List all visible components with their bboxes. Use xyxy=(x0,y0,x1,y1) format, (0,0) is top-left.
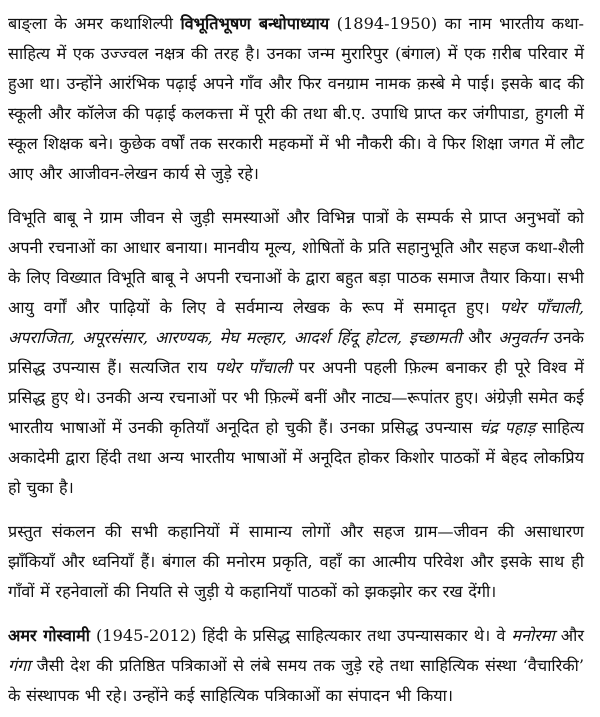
paragraph-literary-works xyxy=(8,203,584,503)
paragraph-translator-biography xyxy=(8,621,584,711)
translator-name: अमर गोस्वामी xyxy=(8,626,90,645)
paragraph-collection-summary xyxy=(8,517,584,607)
paragraph-author-biography xyxy=(8,9,584,189)
magazine-title: गंगा xyxy=(8,656,31,675)
text-segment: उनके प्रसिद्ध उपन्यास हैं। सत्यजित राय xyxy=(8,328,584,377)
text-segment: बाङ्ला के अमर कथाशिल्पी xyxy=(8,14,181,33)
magazine-title: मनोरमा xyxy=(511,626,555,645)
text-segment: (1945-2012) हिंदी के प्रसिद्ध साहित्यकार तथा उपन्यासकार थे। वे xyxy=(89,626,512,645)
novel-title: पथेर पाँचाली xyxy=(214,358,292,377)
text-segment: विभूति बाबू ने ग्राम जीवन से जुड़ी समस्याओं और विभिन्न पात्रों के सम्पर्क से प्राप्त अनुभवों को अपनी रचनाओं का आधार बनाया। मानवीय मूल्य, शोषितों के प्रति सहानुभूति और सहज कथा-शैली के लिए विख्यात विभूति बाबू ने अपनी रचनाओं के द्वारा बहुत बड़ा पाठक समाज तैयार किया। सभी आयु वर्गों और पाढ़ियों के लिए वे सर्वमान्य लेखक के रूप में समादृत हुए। xyxy=(8,208,584,317)
text-segment: और xyxy=(554,626,584,645)
novel-titles: पथेर पाँचाली, अपराजिता, अपूरसंसार, आरण्यक, मेघ मल्हार, आदर्श हिंदू होटल, इच्छामती xyxy=(8,298,584,347)
author-name: विभूतिभूषण बन्धोपाध्याय xyxy=(180,14,330,33)
text-segment: पर अपनी पहली फ़िल्म बनाकर ही पूरे विश्व में प्रसिद्ध हुए थे। उनकी अन्य रचनाओं पर भी फ़िल्में बनीं और नाट्य—रूपांतर हुए। अंग्रेज़ी समेत कई भारतीय भाषाओं में उनकी कृतियाँ अनूदित हो चुकी हैं। उनका प्रसिद्ध उपन्यास xyxy=(8,358,584,437)
novel-title: अनुवर्तन xyxy=(498,328,547,347)
text-segment: और xyxy=(461,328,499,347)
text-segment: जैसी देश की प्रतिष्ठित पत्रिकाओं से लंबे समय तक जुड़े रहे तथा साहित्यिक संस्था ‘वैचारिकी’ के संस्थापक भी रहे। उन्होंने कई साहित्यिक पत्रिकाओं का संपादन भी किया। xyxy=(8,656,584,705)
text-segment: (1894-1950) का नाम भारतीय कथा-साहित्य में एक उज्ज्वल नक्षत्र की तरह है। उनका जन्म मुरारिपुर (बंगाल) में एक ग़रीब परिवार में हुआ था। उन्होंने आरंभिक पढ़ाई अपने गाँव और फिर वनग्राम नामक क़स्बे मे पाई। इसके बाद की स्कूली और कॉलेज की पढ़ाई कलकत्ता में पूरी की तथा बी.ए. उपाधि प्राप्त कर जंगीपाडा, हुगली में स्कूल शिक्षक बने। कुछेक वर्षों तक सरकारी महकमों में भी नौकरी की। वे फिर शिक्षा जगत में लौट आए और आजीवन-लेखन कार्य से जुड़े रहे। xyxy=(8,14,585,183)
novel-title: चंद्र पहाड़ xyxy=(479,418,536,437)
text-segment: साहित्य अकादेमी द्वारा हिंदी तथा अन्य भारतीय भाषाओं में अनूदित होकर किशोर पाठकों में बेहद लोकप्रिय हो चुका है। xyxy=(8,418,584,497)
text-segment: प्रस्तुत संकलन की सभी कहानियों में सामान्य लोगों और सहज ग्राम—जीवन की असाधारण झाँकियाँ और ध्वनियाँ हैं। बंगाल की मनोरम प्रकृति, वहाँ का आत्मीय परिवेश और इसके साथ ही गाँवों में रहनेवालों की नियति से जुड़ी ये कहानियाँ पाठकों को झकझोर कर रख देंगी। xyxy=(8,522,584,601)
